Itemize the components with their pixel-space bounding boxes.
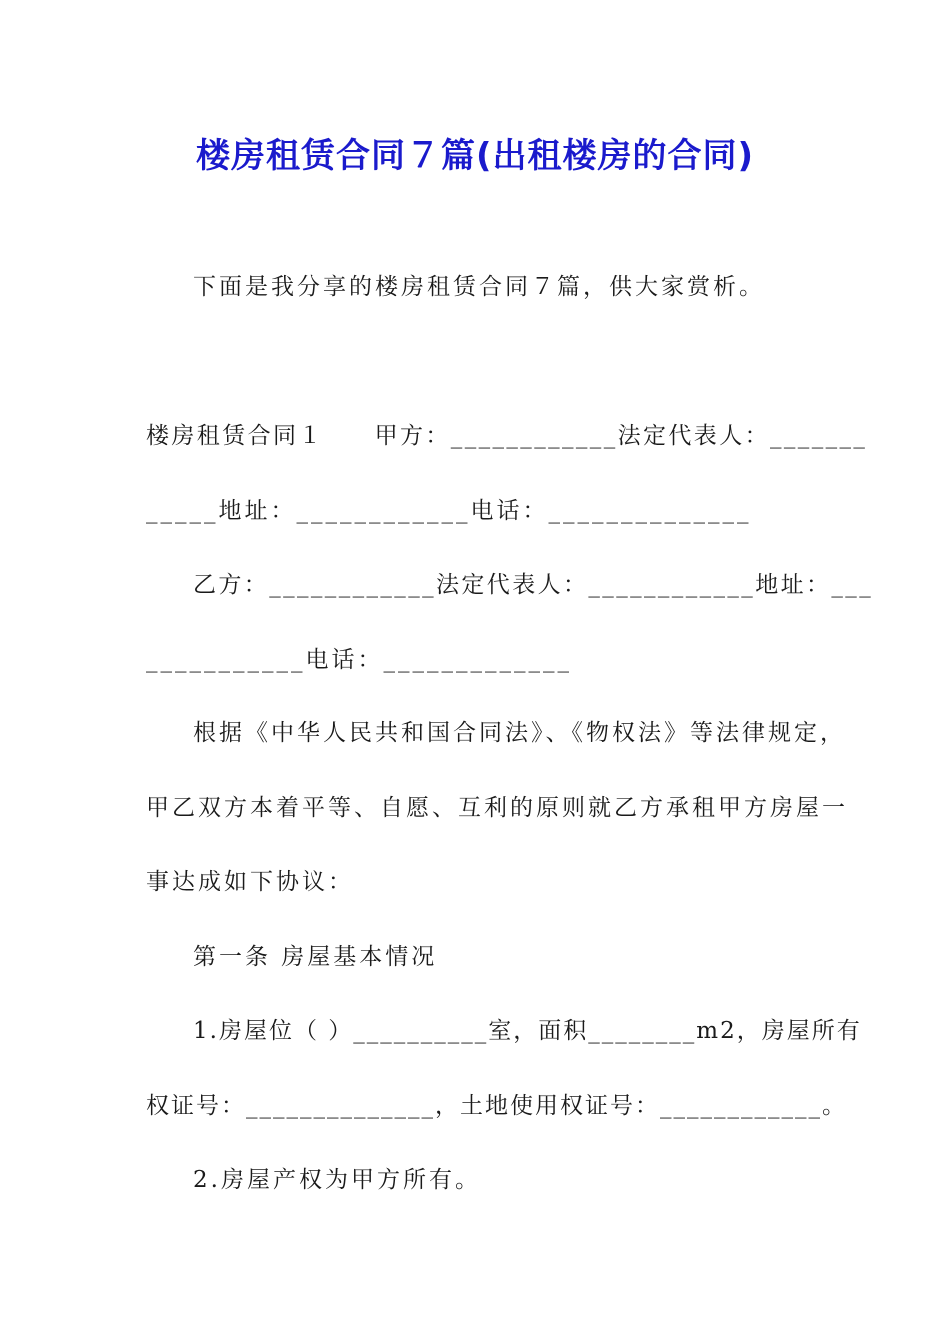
party-b-line-2: ___________电话：_____________ (146, 647, 572, 673)
article-1-item-1-line-1: 1.房屋位（ ）__________室，面积________m2，房屋所有 (193, 1018, 862, 1044)
paragraph-legal-basis-line-2: 甲乙双方本着平等、自愿、互利的原则就乙方承租甲方房屋一 (146, 795, 848, 821)
party-a-line-2: _____地址：____________电话：______________ (146, 498, 752, 524)
article-1-heading: 第一条 房屋基本情况 (193, 944, 438, 970)
document-title: 楼房租赁合同７篇(出租楼房的合同) (195, 136, 755, 176)
party-a-line-1: 楼房租赁合同１ 甲方：____________法定代表人：_______ (146, 423, 868, 449)
article-1-item-2: 2.房屋产权为甲方所有。 (193, 1167, 481, 1193)
party-b-line-1: 乙方：____________法定代表人：____________地址：___ (193, 572, 874, 598)
paragraph-legal-basis-line-3: 事达成如下协议： (146, 869, 354, 895)
intro-paragraph: 下面是我分享的楼房租赁合同７篇，供大家赏析。 (193, 274, 765, 300)
article-1-item-1-line-2: 权证号：______________，土地使用权证号：____________。 (146, 1093, 847, 1119)
paragraph-legal-basis-line-1: 根据《中华人民共和国合同法》、《物权法》等法律规定， (193, 720, 846, 746)
